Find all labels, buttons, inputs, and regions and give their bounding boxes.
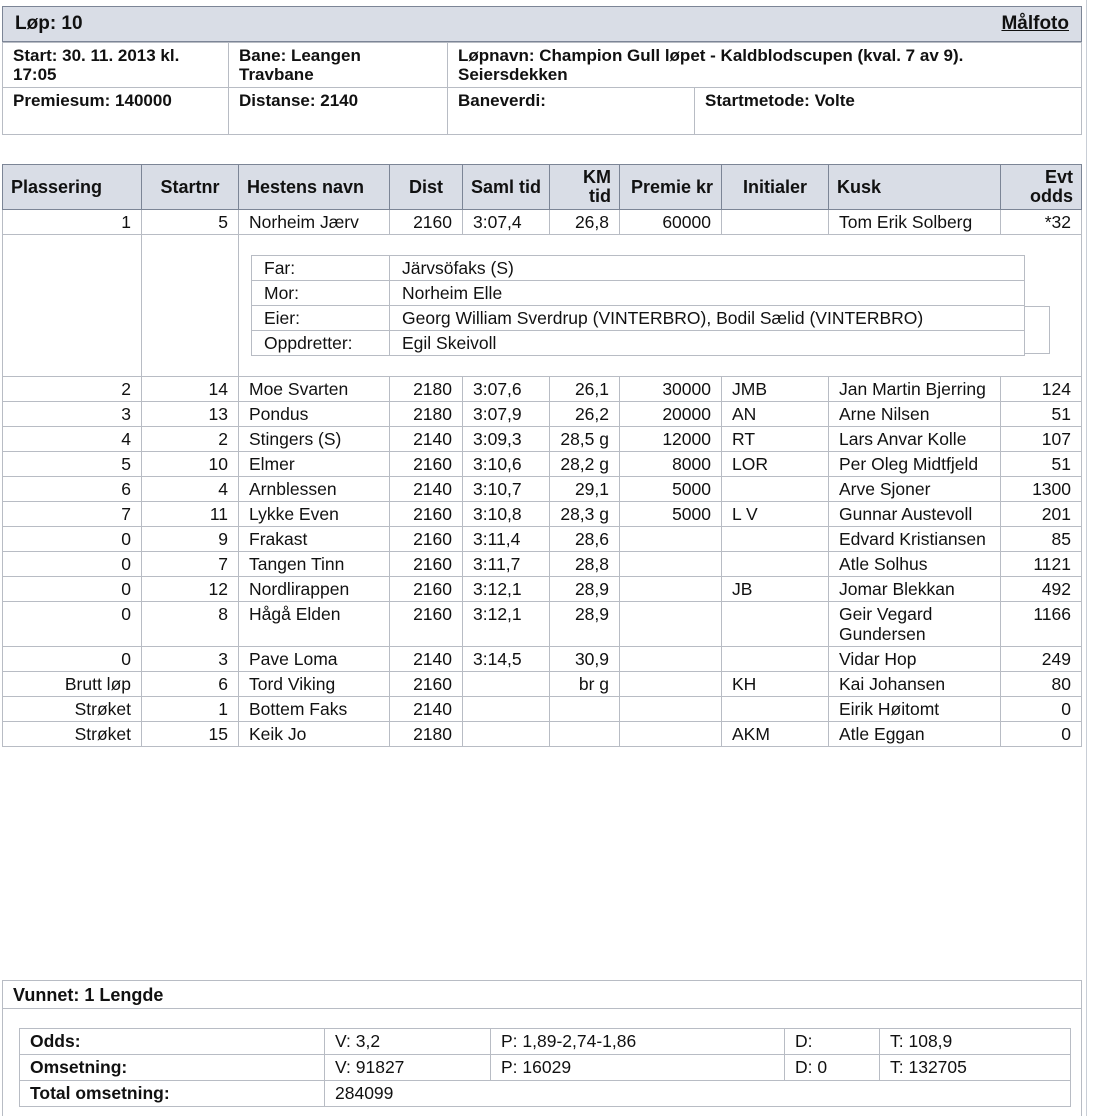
cell-driver: Per Oleg Midtfjeld	[829, 452, 1001, 477]
cell-prize: 8000	[620, 452, 722, 477]
cell-horse: Keik Jo	[239, 722, 390, 747]
cell-dist: 2180	[390, 402, 463, 427]
col-dist[interactable]: Dist	[390, 165, 463, 210]
cell-km: 28,9	[550, 602, 620, 647]
owner-label: Eier:	[252, 306, 390, 331]
pedigree-table	[251, 255, 1025, 356]
cell-init	[722, 210, 829, 235]
cell-prize	[620, 577, 722, 602]
cell-odds: 1166	[1001, 602, 1082, 647]
cell-time	[463, 722, 550, 747]
cell-place: 0	[3, 602, 142, 647]
cell-init	[722, 602, 829, 647]
cell-init: L V	[722, 502, 829, 527]
odds-table	[19, 1028, 1071, 1107]
turnover-d: D: 0	[785, 1055, 880, 1081]
race-start: Start: 30. 11. 2013 kl. 17:05	[3, 43, 229, 88]
sire-label: Far:	[252, 256, 390, 281]
cell-horse: Norheim Jærv	[239, 210, 390, 235]
cell-init	[722, 647, 829, 672]
race-info-table	[2, 42, 1082, 135]
cell-no: 1	[142, 697, 239, 722]
table-row	[3, 210, 1082, 235]
cell-odds: 51	[1001, 402, 1082, 427]
cell-no: 5	[142, 210, 239, 235]
cell-driver: Atle Eggan	[829, 722, 1001, 747]
odds-label: Odds:	[20, 1029, 325, 1055]
cell-horse: Hågå Elden	[239, 602, 390, 647]
cell-driver: Arne Nilsen	[829, 402, 1001, 427]
results-table	[2, 164, 1082, 747]
cell-driver: Geir Vegard Gundersen	[829, 602, 1001, 647]
odds-p: P: 1,89-2,74-1,86	[491, 1029, 785, 1055]
cell-driver: Edvard Kristiansen	[829, 527, 1001, 552]
cell-place: 0	[3, 552, 142, 577]
cell-place: 5	[3, 452, 142, 477]
table-row	[3, 647, 1082, 672]
cell-prize	[620, 602, 722, 647]
cell-no: 7	[142, 552, 239, 577]
cell-time: 3:10,8	[463, 502, 550, 527]
cell-time: 3:07,4	[463, 210, 550, 235]
cell-place: 0	[3, 647, 142, 672]
table-row	[3, 722, 1082, 747]
cell-km	[550, 722, 620, 747]
cell-dist: 2180	[390, 722, 463, 747]
cell-prize	[620, 672, 722, 697]
turnover-p: P: 16029	[491, 1055, 785, 1081]
race-distance: Distanse: 2140	[229, 88, 448, 135]
cell-no: 9	[142, 527, 239, 552]
cell-no: 14	[142, 377, 239, 402]
cell-driver: Kai Johansen	[829, 672, 1001, 697]
cell-place: 6	[3, 477, 142, 502]
table-row	[3, 377, 1082, 402]
table-row	[3, 402, 1082, 427]
table-row	[3, 602, 1082, 647]
turnover-t: T: 132705	[880, 1055, 1071, 1081]
cell-odds: 1300	[1001, 477, 1082, 502]
pedigree-side-box	[1025, 306, 1050, 354]
cell-dist: 2140	[390, 697, 463, 722]
cell-prize: 60000	[620, 210, 722, 235]
cell-km: 26,2	[550, 402, 620, 427]
table-row	[3, 577, 1082, 602]
cell-prize: 20000	[620, 402, 722, 427]
cell-driver: Gunnar Austevoll	[829, 502, 1001, 527]
cell-prize	[620, 697, 722, 722]
race-header	[2, 6, 1082, 135]
cell-km: br g	[550, 672, 620, 697]
table-row	[3, 427, 1082, 452]
cell-init: JB	[722, 577, 829, 602]
cell-km: 28,9	[550, 577, 620, 602]
cell-place: Strøket	[3, 722, 142, 747]
cell-km: 28,6	[550, 527, 620, 552]
cell-time: 3:09,3	[463, 427, 550, 452]
photo-finish-link[interactable]: Målfoto	[1001, 13, 1069, 34]
cell-place: 3	[3, 402, 142, 427]
col-initials[interactable]: Initialer	[722, 165, 829, 210]
col-total-time[interactable]: Saml tid	[463, 165, 550, 210]
cell-km: 28,8	[550, 552, 620, 577]
cell-time: 3:10,6	[463, 452, 550, 477]
cell-horse: Nordlirappen	[239, 577, 390, 602]
cell-init: AKM	[722, 722, 829, 747]
cell-time: 3:14,5	[463, 647, 550, 672]
table-row	[3, 477, 1082, 502]
cell-init: RT	[722, 427, 829, 452]
col-driver[interactable]: Kusk	[829, 165, 1001, 210]
cell-dist: 2140	[390, 647, 463, 672]
sire-value: Järvsöfaks (S)	[390, 256, 1025, 281]
cell-dist: 2160	[390, 602, 463, 647]
cell-km: 28,5 g	[550, 427, 620, 452]
cell-prize: 12000	[620, 427, 722, 452]
cell-init: AN	[722, 402, 829, 427]
cell-no: 13	[142, 402, 239, 427]
cell-horse: Arnblessen	[239, 477, 390, 502]
cell-horse: Pondus	[239, 402, 390, 427]
cell-prize	[620, 722, 722, 747]
odds-v: V: 3,2	[325, 1029, 491, 1055]
vertical-scrollbar[interactable]	[1086, 0, 1101, 1116]
col-odds[interactable]: Evt odds	[1001, 165, 1082, 210]
cell-time: 3:12,1	[463, 602, 550, 647]
cell-no: 6	[142, 672, 239, 697]
breeder-label: Oppdretter:	[252, 331, 390, 356]
col-km-time[interactable]: KM tid	[550, 165, 620, 210]
cell-place: 2	[3, 377, 142, 402]
cell-time: 3:11,4	[463, 527, 550, 552]
cell-dist: 2160	[390, 672, 463, 697]
cell-driver: Vidar Hop	[829, 647, 1001, 672]
cell-odds: 492	[1001, 577, 1082, 602]
cell-prize	[620, 527, 722, 552]
cell-no: 4	[142, 477, 239, 502]
cell-odds: 124	[1001, 377, 1082, 402]
cell-time	[463, 697, 550, 722]
race-name: Løpnavn: Champion Gull løpet - Kaldblodscupen (kval. 7 av 9). Seiersdekken	[448, 43, 1082, 88]
cell-time: 3:07,6	[463, 377, 550, 402]
cell-init: JMB	[722, 377, 829, 402]
cell-place: Brutt løp	[3, 672, 142, 697]
table-row	[3, 697, 1082, 722]
results-footer	[2, 980, 1082, 1116]
won-by: Vunnet: 1 Lengde	[3, 981, 1081, 1009]
cell-driver: Jomar Blekkan	[829, 577, 1001, 602]
cell-place: 1	[3, 210, 142, 235]
cell-driver: Lars Anvar Kolle	[829, 427, 1001, 452]
cell-odds: 85	[1001, 527, 1082, 552]
cell-dist: 2160	[390, 210, 463, 235]
cell-dist: 2160	[390, 502, 463, 527]
total-turnover-label: Total omsetning:	[20, 1081, 325, 1107]
owner-value: Georg William Sverdrup (VINTERBRO), Bodil Sælid (VINTERBRO)	[390, 306, 1025, 331]
cell-odds: 201	[1001, 502, 1082, 527]
cell-time: 3:07,9	[463, 402, 550, 427]
col-horse[interactable]: Hestens navn	[239, 165, 390, 210]
table-row	[3, 672, 1082, 697]
cell-init: LOR	[722, 452, 829, 477]
cell-odds: 107	[1001, 427, 1082, 452]
cell-odds: 80	[1001, 672, 1082, 697]
cell-time: 3:10,7	[463, 477, 550, 502]
cell-prize	[620, 552, 722, 577]
race-prize-sum: Premiesum: 140000	[3, 88, 229, 135]
title-bar	[2, 6, 1082, 42]
cell-driver: Tom Erik Solberg	[829, 210, 1001, 235]
cell-horse: Lykke Even	[239, 502, 390, 527]
cell-dist: 2160	[390, 552, 463, 577]
cell-odds: 1121	[1001, 552, 1082, 577]
cell-no: 2	[142, 427, 239, 452]
cell-horse: Frakast	[239, 527, 390, 552]
col-placement[interactable]: Plassering	[3, 165, 142, 210]
cell-driver: Jan Martin Bjerring	[829, 377, 1001, 402]
cell-horse: Tord Viking	[239, 672, 390, 697]
dam-value: Norheim Elle	[390, 281, 1025, 306]
cell-no: 12	[142, 577, 239, 602]
cell-odds: 0	[1001, 697, 1082, 722]
cell-time: 3:12,1	[463, 577, 550, 602]
cell-dist: 2160	[390, 452, 463, 477]
cell-km: 28,2 g	[550, 452, 620, 477]
race-start-method: Startmetode: Volte	[695, 88, 1082, 135]
cell-km: 30,9	[550, 647, 620, 672]
table-row	[3, 452, 1082, 477]
col-prize[interactable]: Premie kr	[620, 165, 722, 210]
table-row	[3, 527, 1082, 552]
breeder-value: Egil Skeivoll	[390, 331, 1025, 356]
cell-prize: 30000	[620, 377, 722, 402]
cell-no: 3	[142, 647, 239, 672]
cell-driver: Eirik Høitomt	[829, 697, 1001, 722]
cell-place: 0	[3, 577, 142, 602]
cell-no: 10	[142, 452, 239, 477]
odds-t: T: 108,9	[880, 1029, 1071, 1055]
total-turnover-value: 284099	[325, 1081, 1071, 1107]
cell-init	[722, 552, 829, 577]
cell-place: 0	[3, 527, 142, 552]
cell-km	[550, 697, 620, 722]
odds-d: D:	[785, 1029, 880, 1055]
cell-horse: Pave Loma	[239, 647, 390, 672]
cell-km: 26,1	[550, 377, 620, 402]
cell-horse: Bottem Faks	[239, 697, 390, 722]
cell-init	[722, 697, 829, 722]
cell-horse: Stingers (S)	[239, 427, 390, 452]
cell-horse: Elmer	[239, 452, 390, 477]
cell-driver: Arve Sjoner	[829, 477, 1001, 502]
cell-init	[722, 527, 829, 552]
turnover-label: Omsetning:	[20, 1055, 325, 1081]
cell-dist: 2180	[390, 377, 463, 402]
cell-prize: 5000	[620, 477, 722, 502]
cell-km: 29,1	[550, 477, 620, 502]
race-track-condition: Baneverdi:	[448, 88, 695, 135]
cell-horse: Tangen Tinn	[239, 552, 390, 577]
cell-km: 28,3 g	[550, 502, 620, 527]
cell-time	[463, 672, 550, 697]
cell-place: 4	[3, 427, 142, 452]
cell-driver: Atle Solhus	[829, 552, 1001, 577]
cell-dist: 2140	[390, 477, 463, 502]
cell-prize	[620, 647, 722, 672]
cell-odds: *32	[1001, 210, 1082, 235]
race-track: Bane: Leangen Travbane	[229, 43, 448, 88]
col-start-no[interactable]: Startnr	[142, 165, 239, 210]
cell-odds: 0	[1001, 722, 1082, 747]
cell-init: KH	[722, 672, 829, 697]
table-row	[3, 552, 1082, 577]
race-title: Løp: 10	[15, 13, 83, 34]
cell-odds: 249	[1001, 647, 1082, 672]
cell-place: 7	[3, 502, 142, 527]
cell-place: Strøket	[3, 697, 142, 722]
cell-horse: Moe Svarten	[239, 377, 390, 402]
dam-label: Mor:	[252, 281, 390, 306]
cell-dist: 2160	[390, 527, 463, 552]
turnover-v: V: 91827	[325, 1055, 491, 1081]
cell-prize: 5000	[620, 502, 722, 527]
cell-time: 3:11,7	[463, 552, 550, 577]
cell-odds: 51	[1001, 452, 1082, 477]
cell-no: 15	[142, 722, 239, 747]
cell-km: 26,8	[550, 210, 620, 235]
pedigree-row	[3, 235, 1082, 377]
cell-no: 11	[142, 502, 239, 527]
cell-dist: 2160	[390, 577, 463, 602]
cell-no: 8	[142, 602, 239, 647]
results-header-row	[3, 165, 1082, 210]
cell-init	[722, 477, 829, 502]
cell-dist: 2140	[390, 427, 463, 452]
table-row	[3, 502, 1082, 527]
